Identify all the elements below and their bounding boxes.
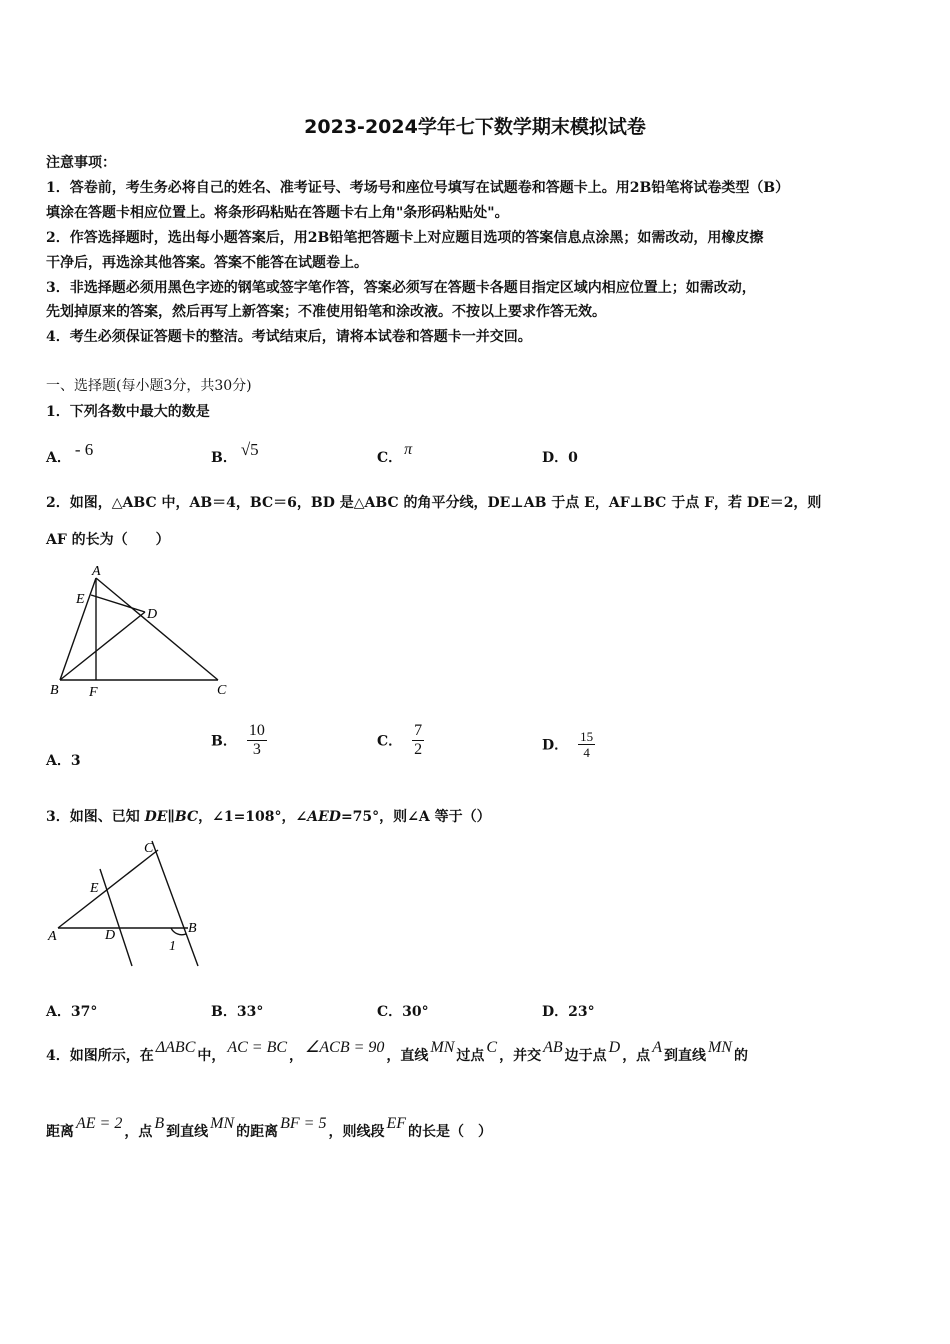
q1-option-d: D．0 [542, 450, 578, 466]
label-f: F [89, 685, 98, 700]
q1-option-b: B． √5 [211, 440, 259, 466]
page-title: 2023-2024学年七下数学期末模拟试卷 [304, 116, 646, 138]
q2-option-a: A．3 [46, 753, 81, 769]
notice-line: 先划掉原来的答案，然后再写上新答案；不准使用铅笔和涂改液。不按以上要求作答无效。 [46, 304, 606, 320]
notice-line: 3．非选择题必须用黑色字迹的钢笔或签字笔作答，答案必须写在答题卡各题目指定区域内相应位置上；如需改动， [46, 280, 756, 296]
q2-stem-line2: AF 的长为（ ） [46, 532, 170, 548]
label-1: 1 [169, 939, 176, 954]
q3-option-a: A．37° [46, 1004, 98, 1020]
label-d: D [105, 928, 116, 943]
label-e: E [90, 881, 99, 896]
notice-line: 1．答卷前，考生务必将自己的姓名、准考证号、考场号和座位号填写在试题卷和答题卡上。用2B铅笔将试卷类型（B） [46, 180, 790, 196]
q3-option-d: D．23° [542, 1004, 595, 1020]
label-e: E [76, 592, 85, 607]
q4-stem-line1: 4．如图所示，在 ΔABC 中， AC = BC ， ∠ACB = 90 ，直线 MN 过点 C ，并交 AB 边于点 D ，点 A 到直线 MN 的 [46, 1039, 748, 1064]
notice-line: 2．作答选择题时，选出每小题答案后，用2B铅笔把答题卡上对应题目选项的答案信息点涂黑；如需改动，用橡皮擦 [46, 230, 764, 246]
section-heading: 一、选择题(每小题3分，共30分) [46, 378, 252, 394]
label-a: A [92, 564, 101, 579]
q1-option-a: A． - 6 [46, 440, 94, 466]
notice-line: 4．考生必须保证答题卡的整洁。考试结束后，请将本试卷和答题卡一并交回。 [46, 329, 532, 345]
q3-option-c: C．30° [377, 1004, 429, 1020]
label-a: A [48, 929, 57, 944]
q2-stem-line1: 2．如图，△ABC 中，AB＝4，BC＝6，BD 是△ABC 的角平分线，DE⊥AB 于点 E，AF⊥BC 于点 F，若 DE＝2，则 [46, 495, 822, 511]
label-c: C [144, 841, 154, 856]
q2-option-c: C． $\frac{7}{2}$ [377, 722, 423, 758]
label-d: D [147, 607, 158, 622]
q1-option-c: C． π [377, 441, 413, 466]
q3-stem: 3．如图、已知 DE∥BC，∠1=108°，∠AED=75°，则∠A 等于（） [46, 809, 491, 825]
notice-line: 填涂在答题卡相应位置上。将条形码粘贴在答题卡右上角"条形码粘贴处"。 [46, 205, 509, 221]
label-b: B [50, 683, 59, 698]
q2-option-d: D． $\frac{15}{4}$ [542, 729, 594, 760]
q2-triangle-figure [40, 560, 240, 705]
label-b: B [188, 921, 197, 936]
q1-stem: 1．下列各数中最大的数是 [46, 404, 210, 420]
q3-parallel-figure [40, 836, 210, 971]
notice-line: 干净后，再选涂其他答案。答案不能答在试题卷上。 [46, 255, 368, 271]
label-c: C [217, 683, 227, 698]
q2-option-b: B． $\frac{10}{3}$ [211, 722, 265, 758]
q3-option-b: B．33° [211, 1004, 264, 1020]
q4-stem-line2: 距离 AE = 2 ，点 B 到直线 MN 的距离 BF = 5 ，则线段 EF 的长是（ ） [46, 1115, 493, 1140]
notice-heading: 注意事项： [46, 155, 116, 171]
